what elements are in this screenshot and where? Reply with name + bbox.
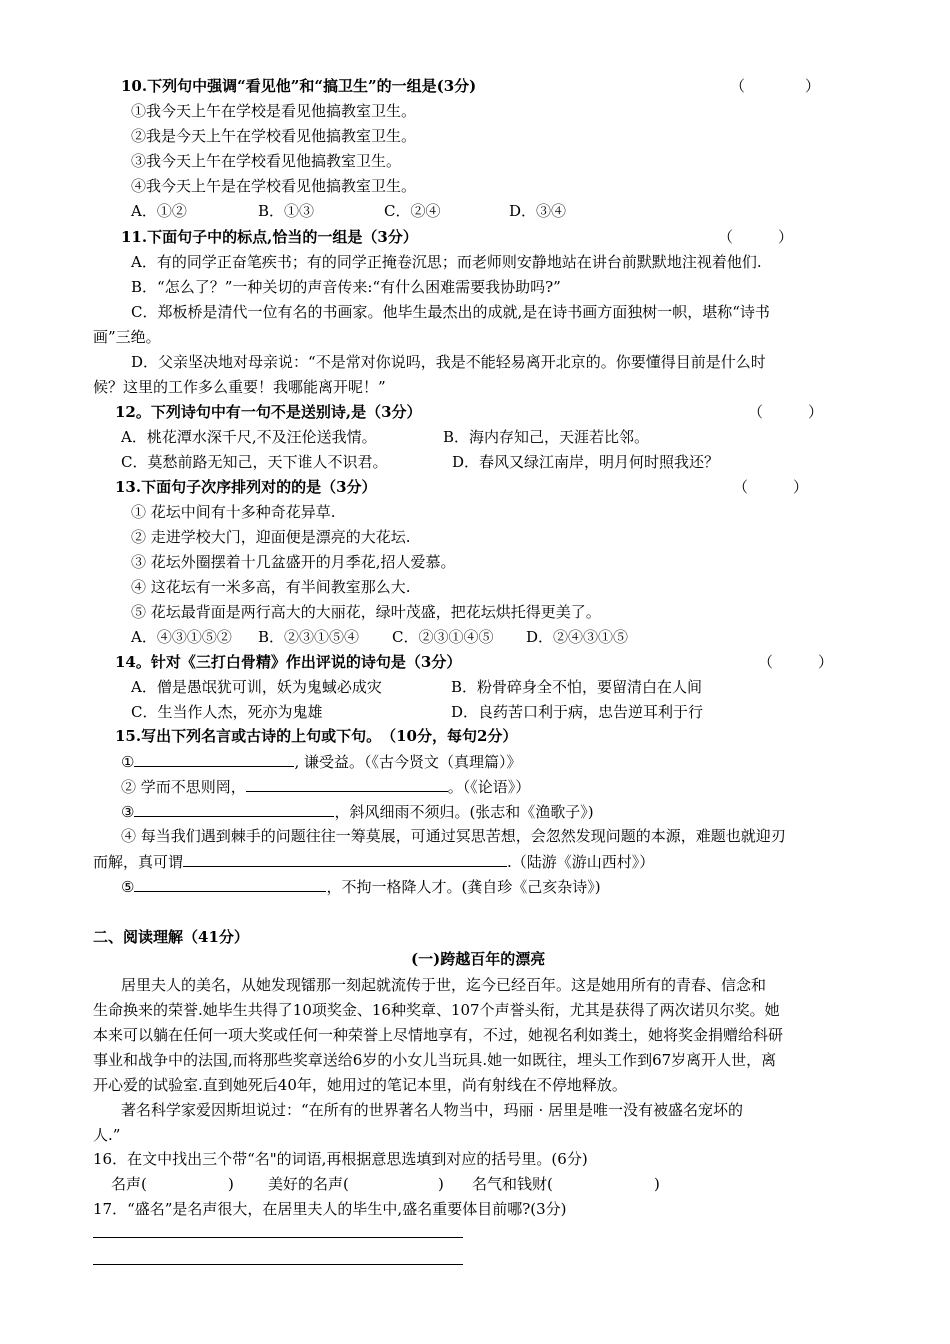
passage-line-5: 开心爱的试验室.直到她死后40年，她用过的笔记本里，尚有射线在不停地释放。 <box>93 1076 627 1094</box>
q17-answer-line-1[interactable] <box>93 1237 463 1238</box>
q10-choice-b: B．①③ <box>258 202 315 220</box>
q15-line-4-lead: 而解，真可谓 <box>93 853 184 871</box>
q15-line-2-source: 。（《论语》） <box>447 778 531 796</box>
q12-stem: 12。下列诗句中有一句不是送别诗,是（3分） <box>115 403 422 421</box>
q10-choice-d: D．③④ <box>509 202 567 220</box>
q13-choice-b: B．②③①⑤④ <box>258 628 360 646</box>
q10-stem: 10.下列句中强调“看见他”和“搞卫生”的一组是(3分) <box>121 77 477 95</box>
q12-answer-paren: （ ） <box>748 403 824 421</box>
q15-line-1-text: , 谦受益。（《古今贤文（真理篇）》 <box>294 753 522 771</box>
q10-option-4: ④我今天上午是在学校看见他搞教室卫生。 <box>131 177 417 195</box>
q15-line-5 <box>121 876 601 897</box>
q10-option-1: ①我今天上午在学校是看见他搞教室卫生。 <box>131 102 417 120</box>
q11-choice-d-line1: D．父亲坚决地对母亲说：“不是常对你说吗，我是不能轻易离开北京的。你要懂得目前是什么时 <box>131 353 766 371</box>
q15-line-5-number: ⑤ <box>121 878 135 896</box>
q13-sentence-5: ⑤ 花坛最背面是两行高大的大丽花，绿叶茂盛，把花坛烘托得更美了。 <box>131 603 601 621</box>
q13-sentence-2: ② 走进学校大门，迎面便是漂亮的大花坛. <box>131 528 411 546</box>
q17-answer-line-2[interactable] <box>93 1264 463 1265</box>
q15-line-4-source: .（陆游《游山西村》） <box>507 853 655 871</box>
q13-choice-c: C．②③①④⑤ <box>392 628 494 646</box>
q15-blank-2[interactable] <box>246 776 448 792</box>
q15-line-5-text: ，不拘一格降人才。(龚自珍《己亥杂诗》) <box>326 878 601 896</box>
q11-answer-paren: （ ） <box>718 228 794 246</box>
q15-line-3-text: ，斜风细雨不须归。(张志和《渔歌子》) <box>334 803 594 821</box>
q13-choice-d: D．②④③①⑤ <box>526 628 629 646</box>
q15-line-1 <box>121 751 522 772</box>
q14-choice-c: C．生当作人杰，死亦为鬼雄 <box>131 703 323 721</box>
q15-line-2 <box>121 776 530 797</box>
q13-sentence-3: ③ 花坛外圈摆着十几盆盛开的月季花,招人爱慕。 <box>131 553 456 571</box>
q13-sentence-1: ① 花坛中间有十多种奇花异草. <box>131 503 336 521</box>
q16-blank-a-close[interactable]: ) <box>228 1175 234 1193</box>
passage-line-6: 著名科学家爱因斯坦说过：“在所有的世界著名人物当中，玛丽 · 居里是唯一没有被盛名宠坏的 <box>121 1101 743 1119</box>
q14-answer-paren: （ ） <box>758 653 834 671</box>
q14-choice-a: A．僧是愚氓犹可训，妖为鬼蜮必成灾 <box>131 678 382 696</box>
passage-line-3: 本来可以躺在任何一项大奖或任何一种荣誉上尽情地享有，不过，她视名利如粪土，她将奖金捐赠给科研 <box>93 1026 784 1044</box>
q15-blank-1[interactable] <box>134 751 294 767</box>
q10-choice-a: A．①② <box>131 202 187 220</box>
q15-line-2-text: ② 学而不思则罔， <box>121 778 246 796</box>
q14-choice-b: B．粉骨碎身全不怕，要留清白在人间 <box>451 678 703 696</box>
q15-blank-3[interactable] <box>134 801 334 817</box>
passage-line-2: 生命换来的荣誉.她毕生共得了10项奖金、16种奖章、107个声誉头衔，尤其是获得了两次诺贝尔奖。她 <box>93 1001 780 1019</box>
q11-choice-c-line1: C．郑板桥是清代一位有名的书画家。他毕生最杰出的成就,是在诗书画方面独树一帜，堪称“诗书 <box>131 303 770 321</box>
q15-blank-5[interactable] <box>134 876 326 892</box>
passage-line-1: 居里夫人的美名，从她发现镭那一刻起就流传于世，迄今已经百年。这是她用所有的青春、信念和 <box>121 976 767 994</box>
q15-line-1-number: ① <box>121 753 135 771</box>
q12-choice-d: D．春风又绿江南岸，明月何时照我还？ <box>452 453 720 471</box>
q13-choice-a: A．④③①⑤② <box>131 628 232 646</box>
section-2-heading: 二、阅读理解（41分） <box>93 928 249 946</box>
q11-choice-c-line2: 画”三绝。 <box>93 328 161 346</box>
q10-answer-paren: （ ） <box>730 77 821 95</box>
q15-blank-4[interactable] <box>183 851 507 867</box>
q16-stem: 16．在文中找出三个带“名"的词语,再根据意思选填到对应的括号里。(6分) <box>93 1150 588 1168</box>
q11-stem: 11.下面句子中的标点,恰当的一组是（3分） <box>121 228 418 246</box>
q15-stem: 15.写出下列名言或古诗的上句或下句。 （10分，每句2分） <box>115 727 518 745</box>
passage-title: (一)跨越百年的漂亮 <box>411 950 546 968</box>
q15-line-4-cont <box>93 851 654 872</box>
q14-choice-d: D．良药苦口利于病，忠告逆耳利于行 <box>451 703 704 721</box>
q10-option-2: ②我是今天上午在学校看见他搞教室卫生。 <box>131 127 417 145</box>
q15-line-3 <box>121 801 594 822</box>
q11-choice-a: A．有的同学正奋笔疾书；有的同学正掩卷沉思；而老师则安静地站在讲台前默默地注视着他们. <box>131 253 762 271</box>
q16-blank-c-close[interactable]: ) <box>654 1175 660 1193</box>
q13-answer-paren: （ ） <box>733 478 809 496</box>
passage-line-7: 人.” <box>93 1126 121 1144</box>
q10-option-3: ③我今天上午在学校看见他搞教室卫生。 <box>131 152 402 170</box>
q12-choice-a: A．桃花潭水深千尺,不及汪伦送我情。 <box>121 428 377 446</box>
q10-choice-c: C．②④ <box>384 202 441 220</box>
q12-choice-b: B．海内存知己，天涯若比邻。 <box>443 428 650 446</box>
q11-choice-b: B．“怎么了？”一种关切的声音传来:“有什么困难需要我协助吗?” <box>131 278 561 296</box>
q13-sentence-4: ④ 这花坛有一米多高，有半间教室那么大. <box>131 578 411 596</box>
q12-choice-c: C．莫愁前路无知己，天下谁人不识君。 <box>121 453 388 471</box>
q11-choice-d-line2: 候？这里的工作多么重要！我哪能离开呢！” <box>93 378 386 396</box>
q16-blank-a-label: 名声( <box>111 1175 147 1193</box>
q13-stem: 13.下面句子次序排列对的的是（3分） <box>115 478 377 496</box>
q16-blank-c-label: 名气和钱财( <box>472 1175 553 1193</box>
q17-stem: 17．“盛名”是名声很大，在居里夫人的毕生中,盛名重要体目前哪?(3分) <box>93 1200 567 1218</box>
q15-line-4-text: ④ 每当我们遇到棘手的问题往往一筹莫展，可通过冥思苦想，会忽然发现问题的本源，难题也就迎刃 <box>121 827 786 845</box>
q16-blank-b-label: 美好的名声( <box>268 1175 349 1193</box>
q16-blank-b-close[interactable]: ) <box>438 1175 444 1193</box>
passage-line-4: 事业和战争中的法国,而将那些奖章送给6岁的小女儿当玩具.她一如既往，埋头工作到67岁离开人世，离 <box>93 1051 777 1069</box>
q14-stem: 14。针对《三打白骨精》作出评说的诗句是（3分） <box>115 653 462 671</box>
q15-line-3-number: ③ <box>121 803 135 821</box>
